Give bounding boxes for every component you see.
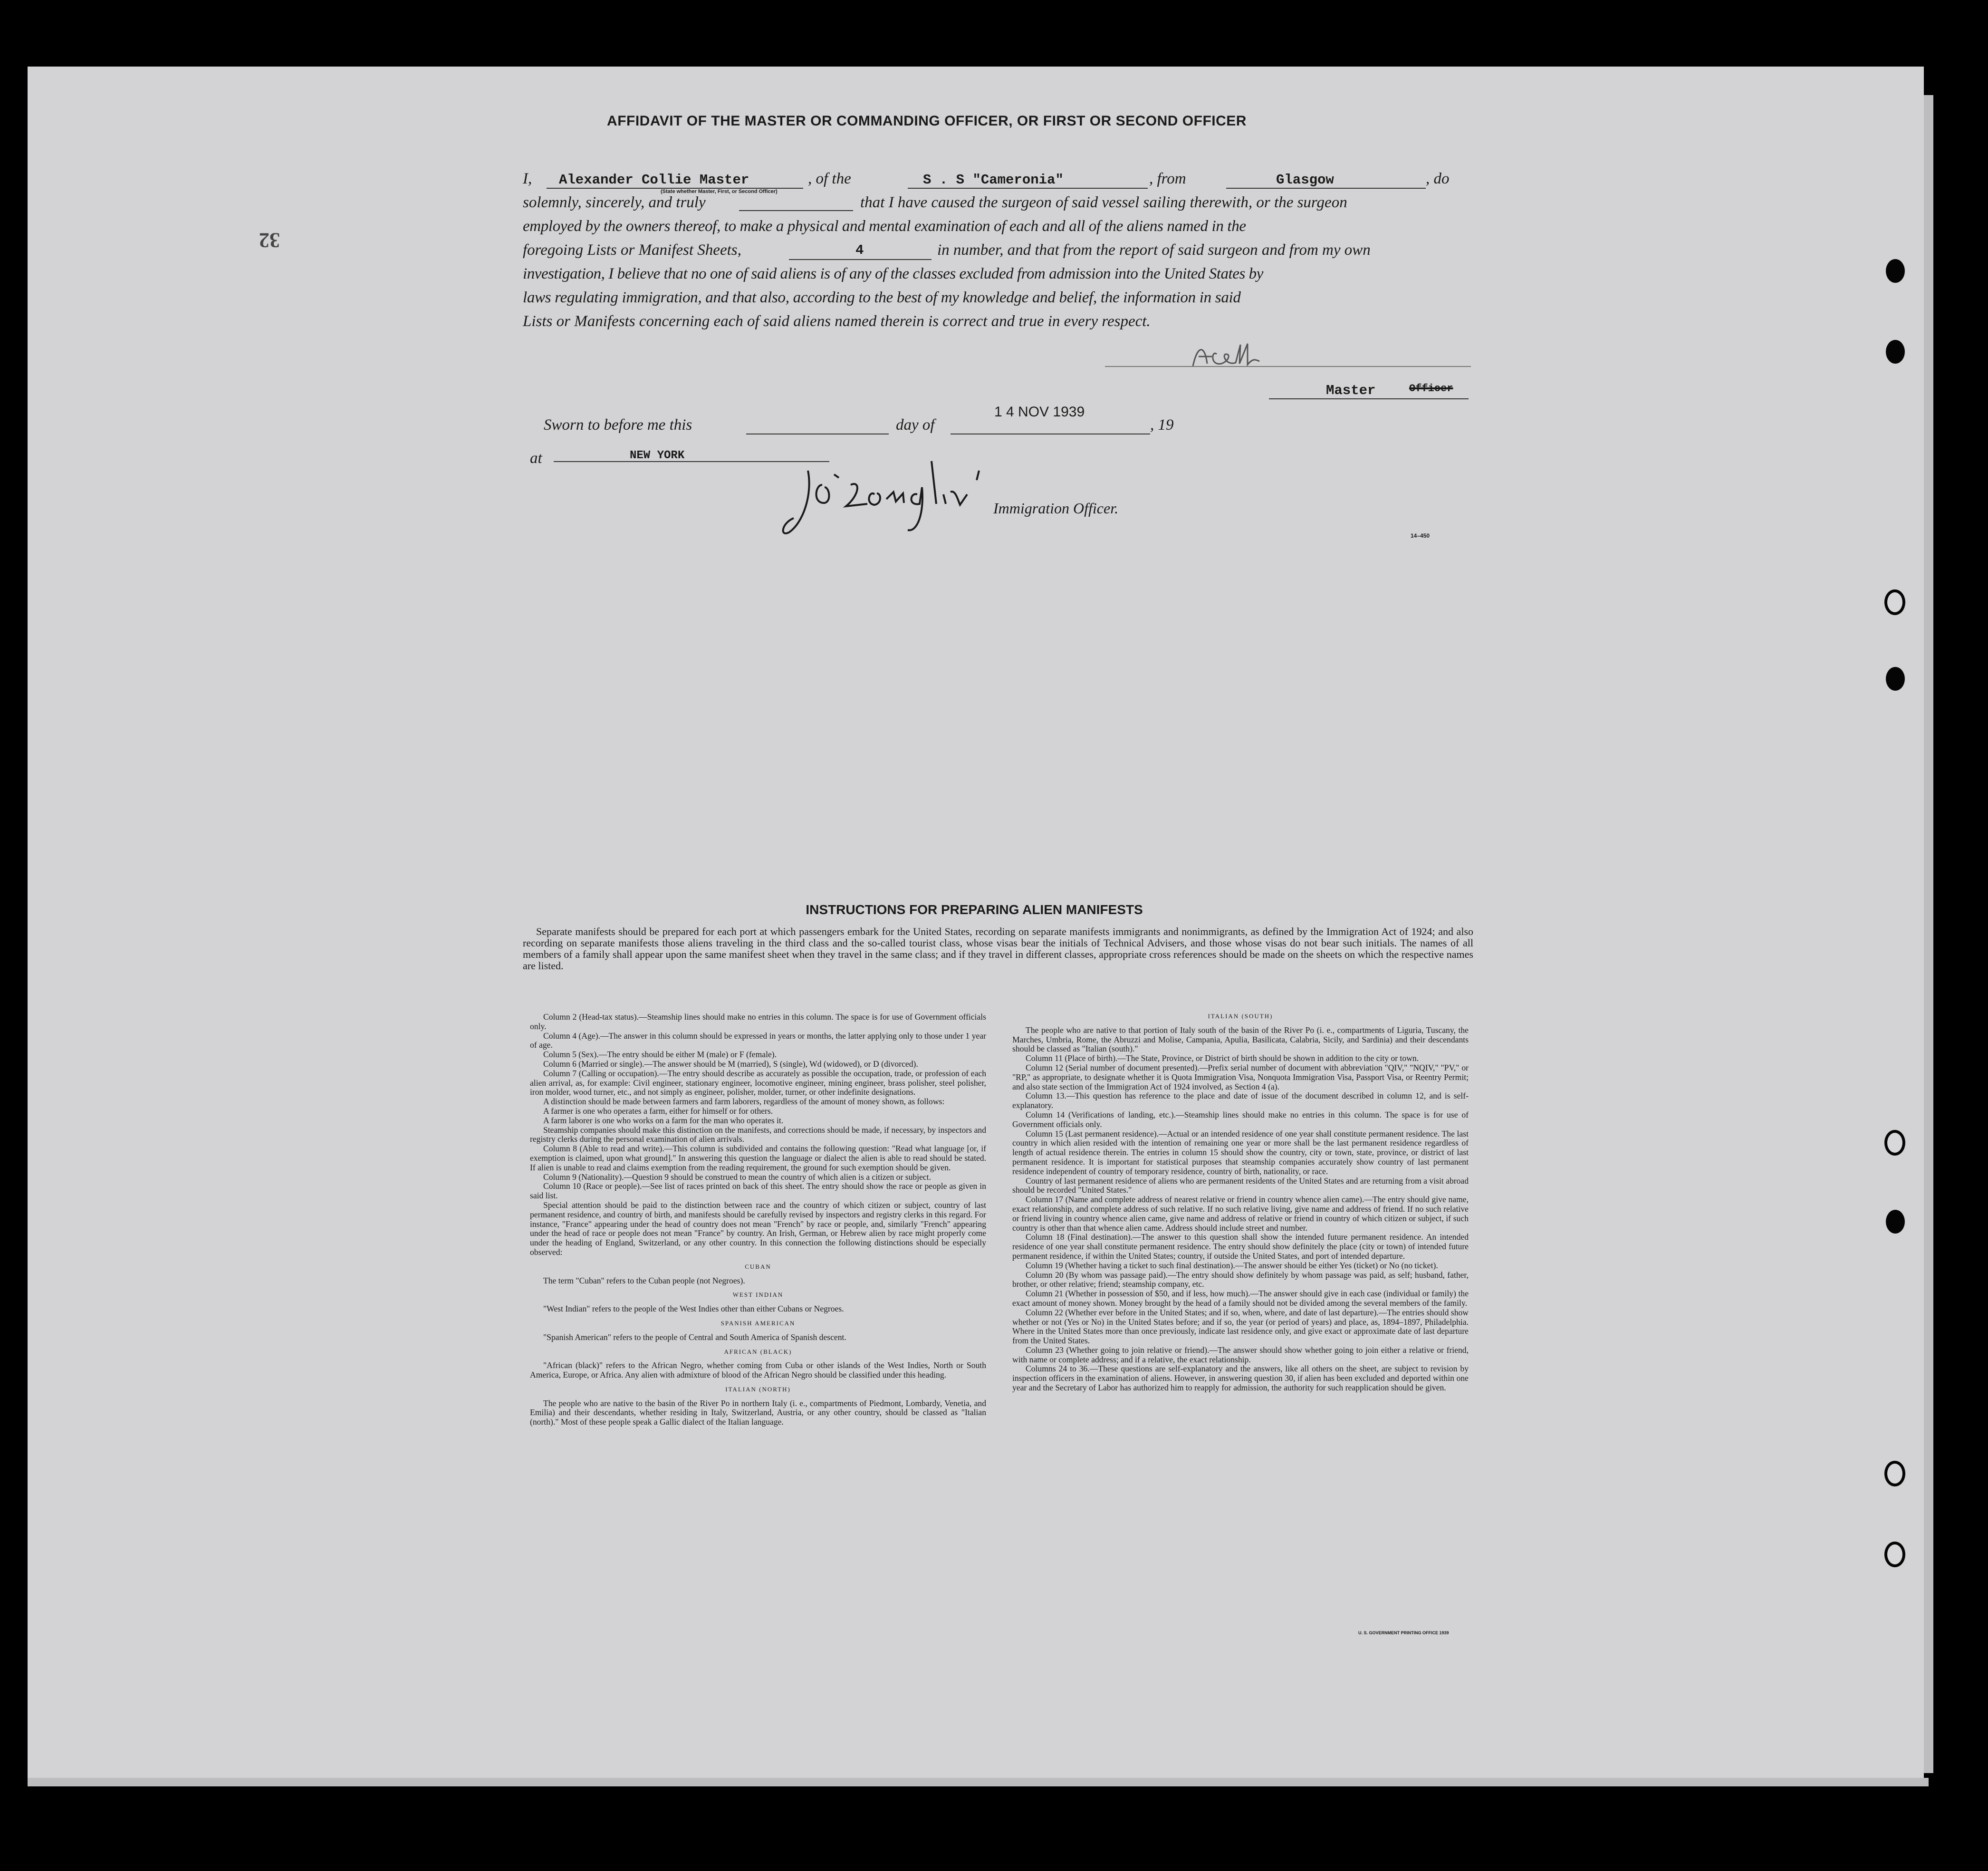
- sheet-count: 4: [855, 242, 864, 258]
- struck-officer: Officer: [1409, 383, 1453, 395]
- vessel-name: S . S "Cameronia": [923, 172, 1064, 188]
- section-heading: ITALIAN (NORTH): [725, 1385, 791, 1393]
- instr-paragraph: Column 22 (Whether ever before in the United States; and if so, when, where, and date of last departure).—The entries should show whether or not (Yes or No) in the United States before; and if so, the year (or period of years) and place, as, 1894–1897, Philadelphia. Where in the United States more than once previously, indicate last residence only, and give exact or approximate date of last departure from the United States.: [1012, 1307, 1469, 1346]
- section-heading: ITALIAN (SOUTH): [1208, 1013, 1273, 1020]
- instr-paragraph: A distinction should be made between farmers and farm laborers, regardless of the amount of money shown, as follows:: [543, 1097, 945, 1107]
- instr-paragraph: Column 13.—This question has reference to the place and date of issue of the document described in column 12, and is self-explanatory.: [1012, 1091, 1469, 1110]
- affidavit-line-3: employed by the owners thereof, to make a physical and mental examination of each and all of the aliens named in the: [523, 218, 1246, 235]
- instr-paragraph: Column 10 (Race or people).—See list of races printed on back of this sheet. The entry should show the race or people as given in said list.: [530, 1181, 986, 1201]
- instr-paragraph: A farmer is one who operates a farm, either for himself or for others.: [543, 1106, 773, 1116]
- binder-hole: [1886, 667, 1905, 691]
- instr-paragraph: Column 18 (Final destination).—The answer to this question shall show the intended future permanent residence. An intended residence of one year shall constitute permanent residence. The entry should show definitely the place (city or town) of intended future permanent residence, if within the United States; country, if outside the United States, and port of intended departure.: [1012, 1232, 1469, 1261]
- instr-paragraph: Column 8 (Able to read and write).—This column is subdivided and contains the following question: "Read what language [or, if exemption is claimed, upon what ground]." In answering this question the language or dialect the alien is able to read should be stated. If alien is unable to read and claims exemption from the reading requirement, the ground for such exemption should be given.: [530, 1144, 986, 1172]
- instr-paragraph: Column 21 (Whether in possession of $50, and if less, how much).—The answer should give in each case (individual or family) the exact amount of money shown. Money brought by the head of a family should not be divided among the several members of the family.: [1012, 1289, 1469, 1308]
- signature-line: [1105, 366, 1471, 367]
- binder-hole: [1884, 1130, 1905, 1156]
- at-place: NEW YORK: [630, 449, 685, 462]
- instructions-title: INSTRUCTIONS FOR PREPARING ALIEN MANIFESTS: [806, 902, 1143, 917]
- instr-paragraph: Column 5 (Sex).—The entry should be either M (male) or F (female).: [543, 1050, 777, 1060]
- affidavit-line-4: foregoing Lists or Manifest Sheets,: [523, 241, 741, 259]
- affidavit-line-7: Lists or Manifests concerning each of said aliens named therein is correct and true in every respect.: [523, 313, 1151, 330]
- line4-b: in number, and that from the report of said surgeon and from my own: [937, 241, 1371, 259]
- binder-hole: [1884, 1461, 1905, 1486]
- sworn-19: , 19: [1150, 416, 1174, 434]
- port-name: Glasgow: [1276, 172, 1334, 188]
- instructions-intro: Separate manifests should be prepared for each port at which passengers embark for the United States, recording on separate manifests immigrants and nonimmigrants, as defined by the Immigration Act of 1924; and also recording on separate manifests those aliens traveling in the third class and the so-called tourist class, whose visas bear the initials of Technical Advisers, and those whose visas do not bear such initials. The names of all members of a family shall appear upon the same manifest sheet when they travel in the same class; and if they travel in different classes, appropriate cross references should be made on the sheets on which the respective names are listed.: [523, 926, 1473, 972]
- instr-paragraph: Special attention should be paid to the distinction between race and the country of which citizen or subject, country of last permanent residence, and country of birth, and manifests should be carefully revised by inspectors and registry clerks in this regard. For instance, "France" appearing under the head of country does not mean "French" by race or people, and, similarly "French" appearing under the head of race or people does not mean "France" by country. An Irish, German, or Hebrew alien by race might properly come under the heading of England, Switzerland, or any other country. In this connection the following distinctions should be especially observed:: [530, 1200, 986, 1257]
- master-label: Master: [1326, 383, 1376, 398]
- sworn-day-of: day of: [896, 416, 935, 434]
- instr-paragraph: "African (black)" refers to the African Negro, whether coming from Cuba or other islands of the West Indies, North or South America, Europe, or Africa. Any alien with admixture of blood of the African Negro should be classified under this heading.: [530, 1360, 986, 1380]
- instr-paragraph: Column 4 (Age).—The answer in this column should be expressed in years or months, the latter applying only to those under 1 year of age.: [530, 1031, 986, 1050]
- instr-paragraph: Column 20 (By whom was passage paid).—The entry should show definitely by whom passage was paid, as self; husband, father, brother, or other relative; friend; steamship company, etc.: [1012, 1270, 1469, 1289]
- section-heading: WEST INDIAN: [732, 1291, 784, 1299]
- binder-hole: [1886, 259, 1905, 283]
- instr-paragraph: Column 12 (Serial number of document presented).—Prefix serial number of document with abbreviation "QIV," "NQIV," "PV," or "RP," as appropriate, to designate whether it is Quota Immigration Visa, Nonquota Immigration Visa, Passport Visa, or Reentry Permit; and also state section of the Immigration Act of 1924 involved, as Section 4 (a).: [1012, 1062, 1469, 1091]
- binder-hole: [1886, 340, 1905, 364]
- instr-paragraph: Country of last permanent residence of aliens who are permanent residents of the United States and are returning from a visit abroad should be recorded "United States.": [1012, 1176, 1469, 1195]
- section-heading: CUBAN: [745, 1263, 771, 1270]
- sworn-date-stamp: 1 4 NOV 1939: [994, 404, 1085, 420]
- instr-paragraph: The term "Cuban" refers to the Cuban people (not Negroes).: [543, 1275, 745, 1285]
- line1-do: , do: [1426, 170, 1450, 187]
- side-mark: 32: [259, 229, 280, 252]
- line1-from: , from: [1149, 170, 1186, 187]
- instr-paragraph: The people who are native to the basin of the River Po in northern Italy (i. e., compartments of Piedmont, Lombardy, Venetia, and Emilia) and their descendants, whether residing in Italy, Switzerland, Austria, or any other country, should be classed as "Italian (north)." Most of these people speak a Gallic dialect of the Italian language.: [530, 1398, 986, 1427]
- instr-paragraph: Column 19 (Whether having a ticket to such final destination).—The answer should be either Yes (ticket) or No (no ticket).: [1026, 1260, 1438, 1270]
- affidavit-line-5: investigation, I believe that no one of said aliens is of any of the classes excluded from admission into the United States by: [523, 265, 1263, 282]
- at-label: at: [530, 450, 542, 467]
- binder-hole: [1886, 1210, 1905, 1234]
- underline: [1226, 188, 1426, 189]
- instr-paragraph: Columns 24 to 36.—These questions are self-explanatory and the answers, like all others on the sheet, are subject to revision by inspection officers in the examination of aliens. However, in answering question 30, if alien has been excluded and deported within one year and the Secretary of Labor has authorized him to reapply for admission, the authority for such reapplication should be given.: [1012, 1364, 1469, 1393]
- page-bottom-edge: [28, 1778, 1929, 1786]
- form-number: 14–450: [1411, 532, 1430, 539]
- instr-paragraph: Column 7 (Calling or occupation).—The entry should describe as accurately as possible the occupation, trade, or profession of each alien arrival, as, for example: Civil engineer, stationary engineer, locomotive engineer, mining engineer, brass polisher, steel polisher, iron molder, wood turner, etc., and not simply as engineer, polisher, molder, turner, or other indefinite designations.: [530, 1068, 986, 1097]
- officer-name: Alexander Collie Master: [559, 172, 749, 188]
- page-edge: [1924, 95, 1933, 1773]
- affidavit-line-2: solemnly, sincerely, and truly: [523, 194, 706, 211]
- line1-i: I,: [523, 170, 532, 187]
- instr-paragraph: Column 6 (Married or single).—The answer should be M (married), S (single), Wd (widowed), or D (divorced).: [543, 1059, 918, 1069]
- instr-paragraph: "West Indian" refers to the people of the West Indies other than either Cubans or Negroes.: [543, 1304, 844, 1314]
- line1-of-the: , of the: [808, 170, 851, 187]
- underline: [908, 188, 1148, 189]
- printer-mark: U. S. GOVERNMENT PRINTING OFFICE 1939: [1358, 1630, 1449, 1635]
- underline: [789, 259, 932, 260]
- instr-paragraph: "Spanish American" refers to the people of Central and South America of Spanish descent.: [543, 1332, 846, 1342]
- affidavit-line-6: laws regulating immigration, and that also, according to the best of my knowledge and belief, the information in said: [523, 289, 1241, 306]
- instructions-right-column: [1012, 1012, 1469, 1393]
- sworn-text: Sworn to before me this: [544, 416, 692, 434]
- section-heading: SPANISH AMERICAN: [720, 1319, 796, 1327]
- instr-paragraph: Column 11 (Place of birth).—The State, Province, or District of birth should be shown in addition to the city or town.: [1026, 1053, 1419, 1063]
- instr-paragraph: The people who are native to that portion of Italy south of the basin of the River Po (i. e., compartments of Liguria, Tuscany, the Marches, Umbria, Rome, the Abruzzi and Molise, Campania, Apulia, Basilicata, Calabria, Sicily, and Sardinia) and their descendants should be classed as "Italian (south).": [1012, 1025, 1469, 1054]
- instr-paragraph: Steamship companies should make this distinction on the manifests, and corrections should be made, if necessary, by inspectors and registry clerks during the personal examination of alien arrivals.: [530, 1125, 986, 1144]
- instr-paragraph: Column 14 (Verifications of landing, etc.).—Steamship lines should make no entries in this column. The space is for use of Government officials only.: [1012, 1109, 1469, 1129]
- instr-paragraph: Column 9 (Nationality).—Question 9 should be construed to mean the country of which alien is a citizen or subject.: [543, 1172, 931, 1182]
- state-note: (State whether Master, First, or Second Officer): [661, 189, 778, 194]
- instr-paragraph: Column 23 (Whether going to join relative or friend).—The answer should show whether going to join either a relative or friend, with name or complete address; and if a relative, the exact relationship.: [1012, 1345, 1469, 1364]
- binder-hole: [1884, 589, 1905, 615]
- affidavit-title: AFFIDAVIT OF THE MASTER OR COMMANDING OFFICER, OR FIRST OR SECOND OFFICER: [607, 113, 1247, 129]
- instr-paragraph: A farm laborer is one who works on a farm for the man who operates it.: [543, 1115, 784, 1125]
- section-heading: AFRICAN (BLACK): [724, 1348, 792, 1355]
- instr-paragraph: Column 15 (Last permanent residence).—Actual or an intended residence of one year shall constitute permanent residence. The last country in which alien resided with the intention of remaining one year or more shall be the last permanent residence regardless of length of actual residence therein. The entries in column 15 should show the country, city or town, state, province, or district of last permanent residence. It is important for statistical purposes that steamship companies accurately show country of last permanent residence independent of country of temporary residence, country of birth, nationality, or race.: [1012, 1128, 1469, 1176]
- immigration-officer-label: Immigration Officer.: [993, 500, 1119, 517]
- underline: [739, 210, 853, 211]
- binder-hole: [1884, 1542, 1905, 1567]
- instructions-left-column: [530, 1013, 986, 1427]
- line2-b: that I have caused the surgeon of said vessel sailing therewith, or the surgeon: [860, 194, 1347, 211]
- underline: [1269, 398, 1469, 399]
- instr-paragraph: Column 2 (Head-tax status).—Steamship lines should make no entries in this column. The space is for use of Government officials only.: [530, 1012, 986, 1031]
- master-signature: [1188, 340, 1331, 373]
- instr-paragraph: Column 17 (Name and complete address of nearest relative or friend in country whence alien came).—The entry should give name, exact relationship, and complete address of such relative. If no such relative living, give name and address of friend. If no such relative or friend living in country whence alien came, give name and address of relative or friend in country of which citizen or subject, if such country is other than that whence alien came. Address should include street and number.: [1012, 1195, 1469, 1233]
- affidavit-line-1: [523, 167, 532, 190]
